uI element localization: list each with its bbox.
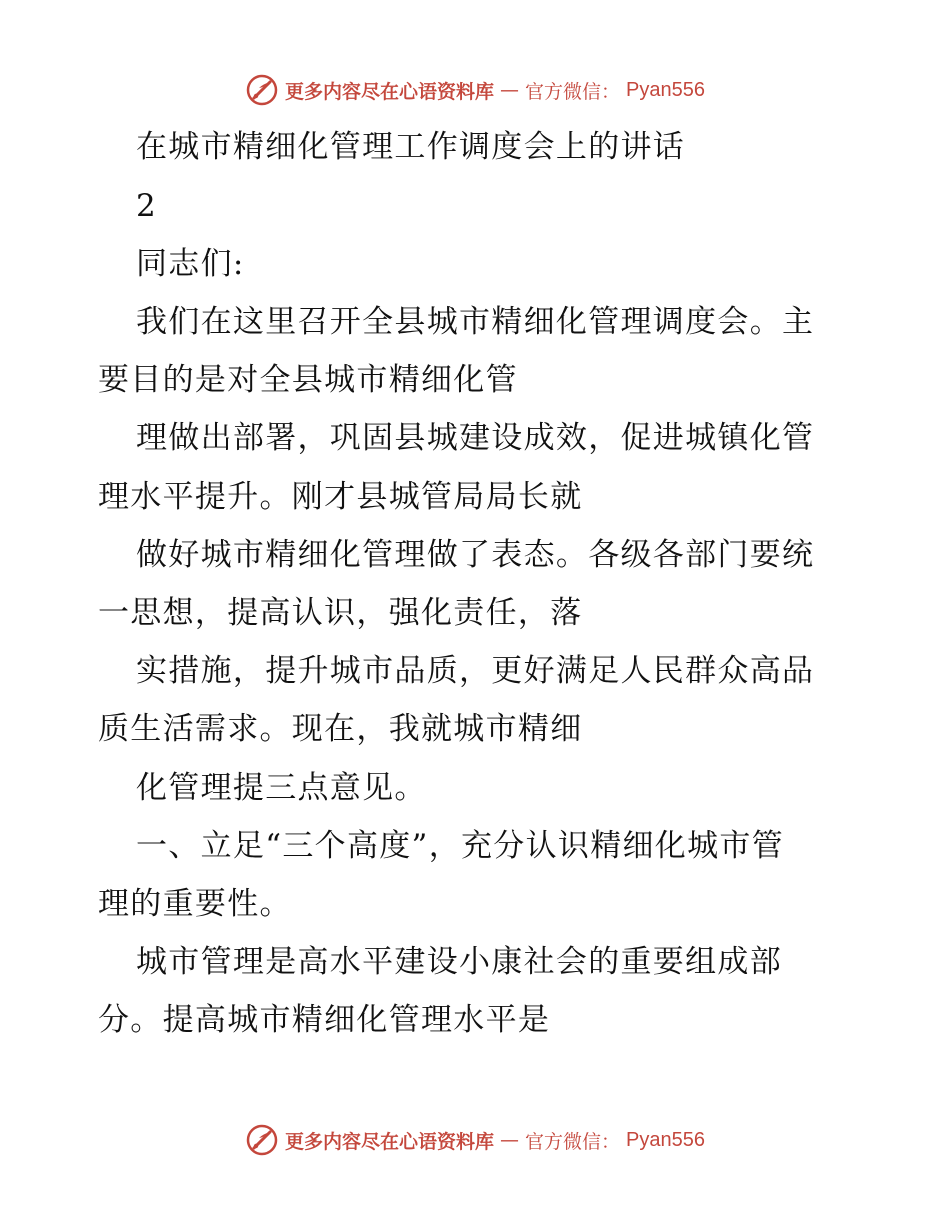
- quill-logo-icon: [245, 73, 279, 107]
- body-line: 城市管理是高水平建设小康社会的重要组成部: [136, 944, 782, 980]
- document-number: 2: [136, 188, 158, 224]
- quill-logo-icon: [245, 1123, 279, 1157]
- section-heading: 一、立足“三个高度”，充分认识精细化城市管: [136, 828, 784, 864]
- body-line: 质生活需求。现在，我就城市精细: [98, 711, 583, 747]
- watermark-text: 更多内容尽在心语资料库: [285, 80, 495, 103]
- body-line: 做好城市精细化管理做了表态。各级各部门要统: [136, 537, 815, 573]
- greeting: 同志们:: [136, 246, 245, 282]
- watermark-text: 更多内容尽在心语资料库: [285, 1130, 495, 1153]
- document-title: 在城市精细化管理工作调度会上的讲话: [136, 129, 686, 165]
- watermark-wechat-id: Pyan556: [626, 1128, 705, 1151]
- body-line: 我们在这里召开全县城市精细化管理调度会。主: [136, 304, 815, 340]
- watermark-wechat-label: 官方微信：: [525, 1130, 621, 1153]
- body-line: 化管理提三点意见。: [136, 770, 427, 806]
- body-line: 理水平提升。刚才县城管局局长就: [98, 479, 583, 515]
- watermark-separator: —: [500, 1129, 520, 1151]
- watermark-wechat-label: 官方微信：: [525, 80, 621, 103]
- watermark-separator: —: [500, 79, 520, 101]
- header-watermark: [0, 70, 950, 110]
- body-line: 分。提高城市精细化管理水平是: [98, 1002, 551, 1038]
- body-line: 要目的是对全县城市精细化管: [98, 362, 518, 398]
- footer-watermark: [0, 1120, 950, 1160]
- watermark-wechat-id: Pyan556: [626, 78, 705, 101]
- body-line: 理做出部署，巩固县城建设成效，促进城镇化管: [136, 420, 815, 456]
- body-line: 实措施，提升城市品质，更好满足人民群众高品: [136, 653, 815, 689]
- section-heading-cont: 理的重要性。: [98, 886, 292, 922]
- body-line: 一思想，提高认识，强化责任，落: [98, 595, 583, 631]
